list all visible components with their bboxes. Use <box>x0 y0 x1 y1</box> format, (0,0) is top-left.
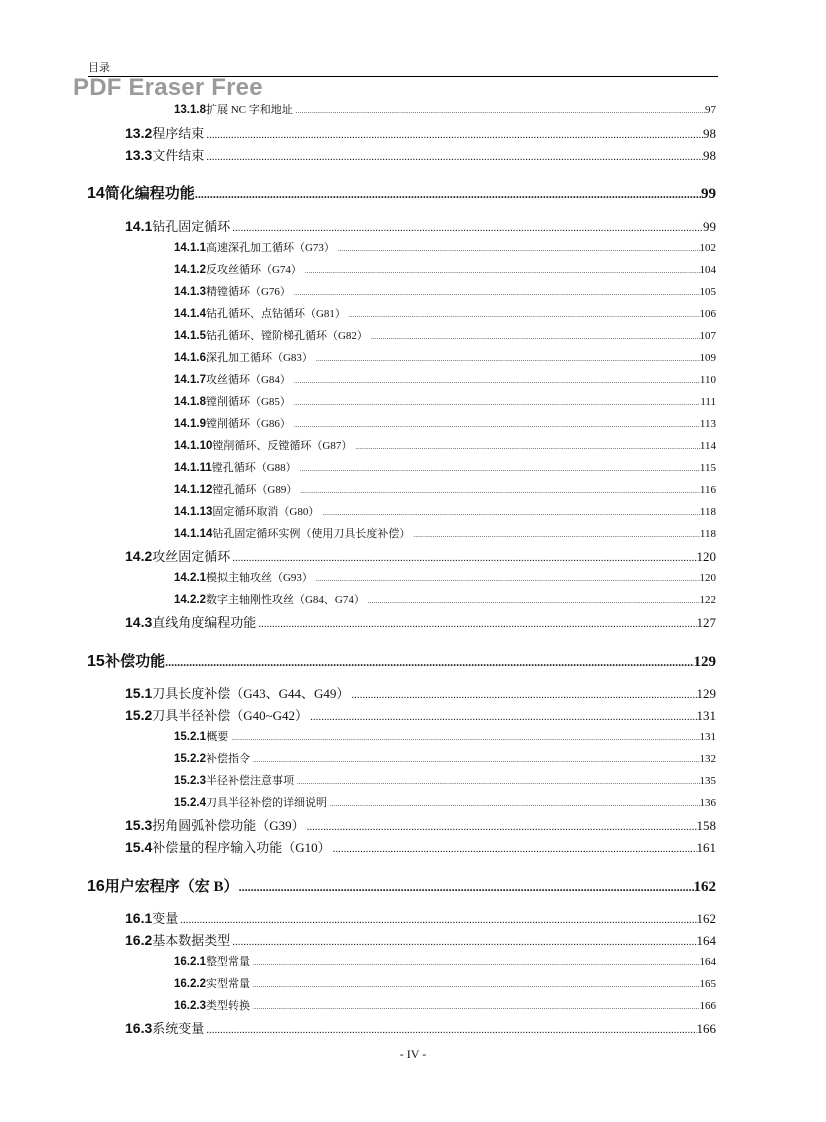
toc-entry-title: 高速深孔加工循环（G73） <box>205 242 335 254</box>
toc-dot-leader <box>253 959 700 967</box>
toc-entry-page: 162 <box>693 879 716 895</box>
toc-entry-number: 14.2.2 <box>174 594 206 606</box>
toc-entry-number: 13.2 <box>125 125 153 141</box>
toc-entry-level-3[interactable] <box>174 393 716 409</box>
toc-dot-leader <box>231 734 699 742</box>
toc-dot-leader <box>294 289 700 297</box>
toc-entry-page: 122 <box>699 594 716 606</box>
toc-entry-page: 135 <box>699 775 716 787</box>
toc-entry-level-3[interactable] <box>174 481 716 497</box>
toc-entry-level-3[interactable] <box>174 261 716 277</box>
toc-entry-level-3[interactable] <box>174 525 716 541</box>
toc-entry-page: 106 <box>699 308 716 320</box>
toc-entry-number: 14.3 <box>125 614 153 630</box>
toc-entry-level-3[interactable] <box>174 283 716 299</box>
toc-entry-title: 文件结束 <box>152 148 205 163</box>
toc-entry-page: 120 <box>699 572 716 584</box>
toc-dot-leader <box>180 914 696 926</box>
toc-entry-title: 镗孔循环（G89） <box>212 484 298 496</box>
toc-entry-title: 刀具半径补偿（G40~G42） <box>152 708 309 723</box>
toc-entry-level-3[interactable] <box>174 349 716 365</box>
toc-dot-leader <box>165 655 693 670</box>
toc-dot-leader <box>195 187 701 202</box>
toc-entry-title: 概要 <box>206 731 229 743</box>
toc-dot-leader <box>253 756 700 764</box>
toc-dot-leader <box>413 531 700 539</box>
toc-entry-page: 166 <box>699 1000 716 1012</box>
toc-entry-level-2[interactable] <box>125 930 716 949</box>
toc-entry-number: 15.2.4 <box>174 797 206 809</box>
toc-dot-leader <box>232 936 696 948</box>
toc-entry-title: 整型常量 <box>205 956 250 968</box>
toc-entry-number: 14.1.7 <box>174 374 206 386</box>
toc-entry-level-2[interactable] <box>125 546 716 565</box>
toc-entry-level-2[interactable] <box>125 612 716 631</box>
toc-entry-page: 161 <box>696 840 716 855</box>
toc-dot-leader <box>310 711 696 723</box>
toc-entry-level-3[interactable] <box>174 953 716 969</box>
toc-entry-number: 14.2.1 <box>174 572 206 584</box>
toc-entry-number: 16.2.1 <box>174 956 206 968</box>
toc-dot-leader <box>232 222 703 234</box>
toc-entry-page: 116 <box>699 484 716 496</box>
toc-entry-page: 162 <box>696 911 716 926</box>
toc-dot-leader <box>305 267 700 275</box>
toc-entry-page: 102 <box>699 242 716 254</box>
toc-entry-number: 14.1.8 <box>174 396 206 408</box>
toc-dot-leader <box>355 443 700 451</box>
toc-entry-title: 固定循环取消（G80） <box>212 506 320 518</box>
toc-entry-page: 111 <box>700 396 716 408</box>
toc-entry-number: 14.1.12 <box>174 484 213 496</box>
toc-entry-title: 补偿量的程序输入功能（G10） <box>152 840 331 855</box>
toc-entry-title: 钻孔固定循环 <box>152 219 231 234</box>
toc-entry-title: 基本数据类型 <box>152 933 231 948</box>
toc-dot-leader <box>368 597 700 605</box>
toc-entry-number: 14.1 <box>125 218 153 234</box>
toc-entry-number: 15.4 <box>125 839 153 855</box>
toc-entry-page: 115 <box>699 462 716 474</box>
toc-entry-level-3[interactable] <box>174 101 716 117</box>
toc-entry-page: 105 <box>699 286 716 298</box>
toc-entry-page: 118 <box>699 506 716 518</box>
toc-entry-page: 99 <box>703 219 716 234</box>
toc-entry-title: 实型常量 <box>205 978 250 990</box>
toc-entry-number: 14.1.4 <box>174 308 206 320</box>
toc-entry-level-2[interactable] <box>125 1018 716 1037</box>
toc-dot-leader <box>300 465 700 473</box>
toc-entry-level-3[interactable] <box>174 327 716 343</box>
toc-entry-title: 镗削循环（G85） <box>205 396 291 408</box>
toc-entry-title: 深孔加工循环（G83） <box>205 352 313 364</box>
toc-entry-title: 拐角圆弧补偿功能（G39） <box>152 818 305 833</box>
toc-dot-leader <box>371 333 700 341</box>
toc-entry-page: 164 <box>696 933 716 948</box>
toc-entry-page: 131 <box>696 708 716 723</box>
toc-entry-level-2[interactable] <box>125 145 716 164</box>
toc-dot-leader <box>294 377 700 385</box>
toc-entry-number: 14.2 <box>125 548 153 564</box>
toc-entry-page: 107 <box>699 330 716 342</box>
toc-entry-number: 15.2.1 <box>174 731 206 743</box>
toc-entry-level-2[interactable] <box>125 123 716 142</box>
toc-entry-title: 钻孔循环、镗阶梯孔循环（G82） <box>205 330 368 342</box>
toc-entry-number: 15 <box>87 653 105 670</box>
toc-entry-number: 13.3 <box>125 147 153 163</box>
toc-entry-page: 165 <box>699 978 716 990</box>
toc-entry-level-3[interactable] <box>174 569 716 585</box>
toc-entry-level-3[interactable] <box>174 591 716 607</box>
toc-dot-leader <box>253 1003 700 1011</box>
toc-entry-title: 钻孔循环、点钻循环（G81） <box>205 308 346 320</box>
toc-entry-page: 98 <box>703 148 716 163</box>
toc-dot-leader <box>206 129 703 141</box>
toc-entry-title: 扩展 NC 字和地址 <box>205 104 293 116</box>
toc-dot-leader <box>296 107 705 115</box>
toc-entry-title: 简化编程功能 <box>104 186 195 202</box>
toc-entry-title: 程序结束 <box>152 126 205 141</box>
toc-entry-title: 直线角度编程功能 <box>152 615 257 630</box>
toc-entry-title: 刀具半径补偿的详细说明 <box>205 797 327 809</box>
toc-entry-level-3[interactable] <box>174 975 716 991</box>
footer-page-number: - IV - <box>399 1047 427 1061</box>
toc-entry-title: 攻丝固定循环 <box>152 549 231 564</box>
toc-entry-title: 精镗循环（G76） <box>205 286 291 298</box>
toc-entry-level-3[interactable] <box>174 415 716 431</box>
toc-entry-number: 13.1.8 <box>174 104 206 116</box>
toc-entry-level-1[interactable] <box>87 650 716 671</box>
toc-entry-level-1[interactable] <box>87 182 716 203</box>
toc-entry-title: 补偿功能 <box>105 654 166 670</box>
toc-entry-level-2[interactable] <box>125 815 716 834</box>
toc-entry-title: 镗削循环（G86） <box>205 418 291 430</box>
toc-entry-number: 14.1.9 <box>174 418 206 430</box>
toc-dot-leader <box>294 399 700 407</box>
toc-entry-level-2[interactable] <box>125 705 716 724</box>
toc-entry-title: 镗孔循环（G88） <box>211 462 297 474</box>
toc-entry-number: 16.1 <box>125 910 153 926</box>
toc-entry-number: 15.1 <box>125 685 153 701</box>
toc-entry-page: 104 <box>699 264 716 276</box>
toc-entry-page: 98 <box>703 126 716 141</box>
toc-entry-title: 用户宏程序（宏 B） <box>104 879 239 895</box>
toc-entry-page: 118 <box>699 528 716 540</box>
toc-entry-level-3[interactable] <box>174 772 716 788</box>
toc-dot-leader <box>307 821 697 833</box>
header-label: 目录 <box>88 62 110 74</box>
toc-entry-level-3[interactable] <box>174 728 716 744</box>
toc-entry-title: 类型转换 <box>205 1000 250 1012</box>
toc-entry-title: 半径补偿注意事项 <box>205 775 294 787</box>
toc-entry-page: 158 <box>696 818 716 833</box>
toc-entry-number: 15.3 <box>125 817 153 833</box>
toc-entry-number: 14.1.11 <box>174 462 212 474</box>
toc-entry-page: 129 <box>693 654 716 670</box>
toc-entry-number: 14.1.5 <box>174 330 206 342</box>
toc-entry-level-3[interactable] <box>174 794 716 810</box>
toc-dot-leader <box>294 421 700 429</box>
toc-entry-level-3[interactable] <box>174 437 716 453</box>
toc-entry-page: 99 <box>701 186 716 202</box>
toc-entry-level-3[interactable] <box>174 997 716 1013</box>
toc-entry-level-2[interactable] <box>125 683 716 702</box>
toc-entry-page: 97 <box>705 104 716 116</box>
toc-entry-number: 14.1.14 <box>174 528 213 540</box>
toc-dot-leader <box>349 311 700 319</box>
toc-entry-title: 刀具长度补偿（G43、G44、G49） <box>152 686 350 701</box>
toc-entry-number: 16.2.3 <box>174 1000 206 1012</box>
toc-entry-level-3[interactable] <box>174 459 716 475</box>
toc-entry-title: 数字主轴刚性攻丝（G84、G74） <box>205 594 365 606</box>
toc-entry-page: 127 <box>696 615 716 630</box>
toc-entry-level-3[interactable] <box>174 239 716 255</box>
toc-entry-level-3[interactable] <box>174 371 716 387</box>
toc-entry-level-3[interactable] <box>174 503 716 519</box>
toc-entry-title: 系统变量 <box>152 1021 205 1036</box>
toc-entry-page: 164 <box>699 956 716 968</box>
toc-entry-page: 136 <box>699 797 716 809</box>
toc-entry-level-1[interactable] <box>87 875 716 896</box>
toc-entry-page: 129 <box>696 686 716 701</box>
toc-entry-page: 110 <box>699 374 716 386</box>
toc-dot-leader <box>316 575 700 583</box>
toc-entry-level-2[interactable] <box>125 216 716 235</box>
toc-entry-number: 14.1.13 <box>174 506 213 518</box>
toc-entry-page: 114 <box>699 440 716 452</box>
toc-entry-title: 攻丝循环（G84） <box>205 374 291 386</box>
toc-dot-leader <box>316 355 700 363</box>
toc-entry-title: 反攻丝循环（G74） <box>205 264 302 276</box>
toc-entry-page: 132 <box>699 753 716 765</box>
toc-entry-page: 109 <box>699 352 716 364</box>
toc-entry-number: 14.1.1 <box>174 242 206 254</box>
toc-entry-number: 16.2 <box>125 932 153 948</box>
toc-entry-number: 15.2.3 <box>174 775 206 787</box>
toc-entry-number: 14.1.3 <box>174 286 206 298</box>
toc-entry-title: 钻孔固定循环实例（使用刀具长度补偿） <box>212 528 411 540</box>
toc-entry-level-3[interactable] <box>174 750 716 766</box>
toc-dot-leader <box>333 843 697 855</box>
toc-entry-page: 166 <box>696 1021 716 1036</box>
toc-dot-leader <box>206 1024 696 1036</box>
toc-dot-leader <box>338 245 700 253</box>
toc-dot-leader <box>351 689 696 701</box>
toc-entry-number: 15.2.2 <box>174 753 206 765</box>
toc-entry-number: 14 <box>87 185 105 202</box>
toc-entry-title: 变量 <box>152 911 179 926</box>
toc-entry-number: 16 <box>87 878 105 895</box>
toc-dot-leader <box>322 509 700 517</box>
toc-dot-leader <box>300 487 700 495</box>
toc-dot-leader <box>330 800 700 808</box>
toc-entry-level-3[interactable] <box>174 305 716 321</box>
toc-entry-level-2[interactable] <box>125 837 716 856</box>
toc-entry-number: 14.1.10 <box>174 440 213 452</box>
toc-entry-title: 镗削循环、反镗循环（G87） <box>212 440 353 452</box>
toc-dot-leader <box>206 151 703 163</box>
toc-entry-page: 131 <box>699 731 716 743</box>
toc-dot-leader <box>258 618 696 630</box>
toc-entry-number: 16.2.2 <box>174 978 206 990</box>
toc-entry-number: 15.2 <box>125 707 153 723</box>
toc-entry-level-2[interactable] <box>125 908 716 927</box>
toc-entry-number: 16.3 <box>125 1020 153 1036</box>
toc-entry-number: 14.1.2 <box>174 264 206 276</box>
toc-entry-number: 14.1.6 <box>174 352 206 364</box>
watermark: PDF Eraser Free <box>73 74 263 101</box>
toc-entry-page: 113 <box>699 418 716 430</box>
toc-dot-leader <box>232 552 696 564</box>
toc-entry-title: 模拟主轴攻丝（G93） <box>205 572 313 584</box>
toc-dot-leader <box>253 981 700 989</box>
toc-entry-page: 120 <box>696 549 716 564</box>
toc-dot-leader <box>239 880 694 895</box>
toc-dot-leader <box>297 778 700 786</box>
toc-entry-title: 补偿指令 <box>205 753 250 765</box>
